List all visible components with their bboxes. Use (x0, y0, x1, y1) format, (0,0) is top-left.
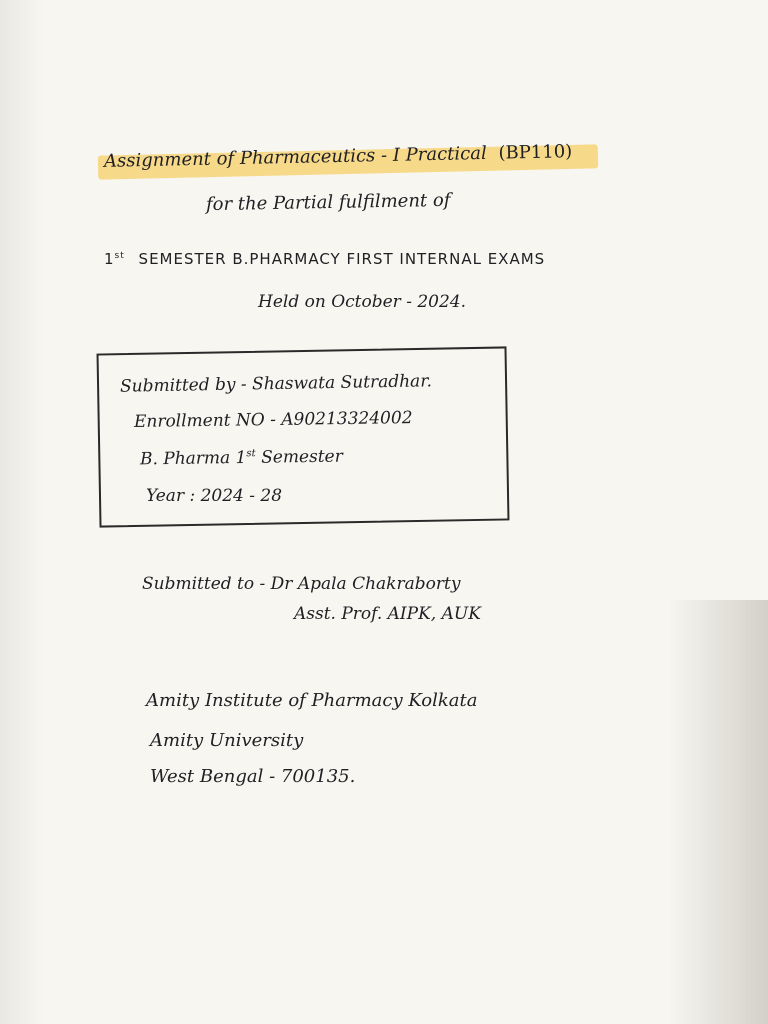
submitted-by: Submitted by - Shaswata Sutradhar. (119, 371, 433, 397)
page-shadow (668, 600, 768, 1024)
submitted-to: Submitted to - Dr Apala Chakraborty (142, 574, 461, 594)
subtitle: for the Partial fulfilment of (205, 189, 451, 216)
institution-address: West Bengal - 700135. (150, 766, 356, 787)
exam-ordinal-suffix: st (114, 251, 125, 261)
course-ordinal-suffix: st (246, 448, 256, 460)
exam-ordinal: 1 (104, 250, 115, 268)
course-prefix: B. Pharma 1 (139, 447, 247, 470)
exam-text: SEMESTER B.PHARMACY FIRST INTERNAL EXAMS (138, 250, 546, 268)
exam-line (104, 250, 545, 268)
enrollment-number: Enrollment NO - A90213324002 (133, 408, 413, 432)
submitted-to-designation: Asst. Prof. AIPK, AUK (294, 604, 481, 624)
assignment-title-text: Assignment of Pharmaceutics - I Practical (103, 142, 487, 172)
held-on: Held on October - 2024. (258, 292, 467, 312)
course-semester (140, 447, 343, 470)
academic-year: Year : 2024 - 28 (146, 486, 283, 506)
course-suffix: Semester (255, 446, 343, 468)
institution-name: Amity Institute of Pharmacy Kolkata (146, 690, 478, 711)
university-name: Amity University (150, 730, 304, 751)
course-code: (BP110) (498, 141, 573, 164)
page-left-edge (0, 0, 44, 1024)
